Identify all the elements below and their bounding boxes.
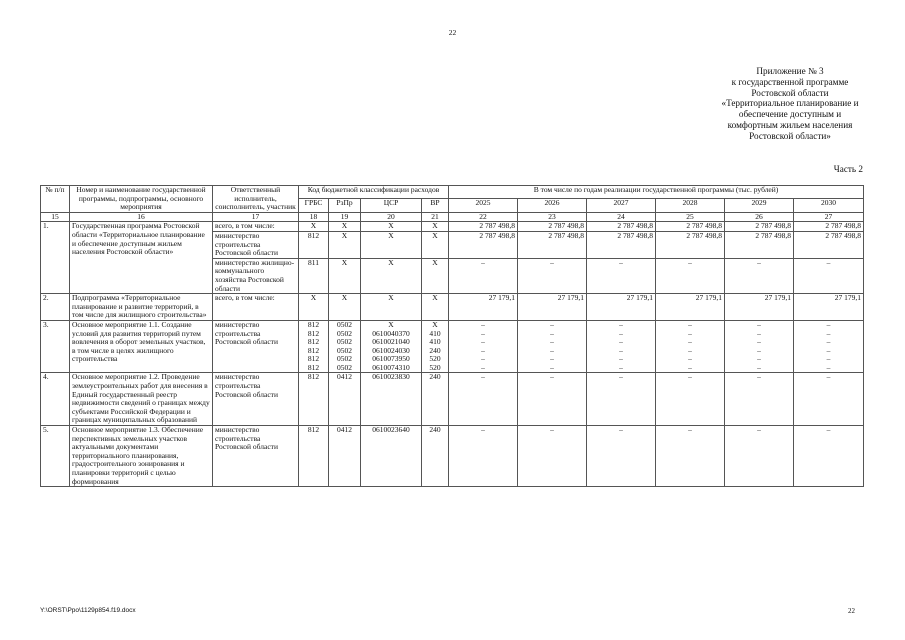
year-value: 27 179,1 bbox=[587, 294, 656, 321]
column-number: 18 bbox=[299, 212, 329, 222]
year-value: 2 787 498,8 bbox=[794, 222, 864, 232]
year-value: 2 787 498,8 bbox=[587, 231, 656, 258]
year-value: – bbox=[449, 320, 518, 329]
header-year: 2030 bbox=[794, 199, 864, 212]
code-csr: 0610040370 bbox=[361, 330, 422, 339]
code-grbs: 811 bbox=[299, 258, 329, 293]
row-executor: министерство строительства Ростовской области bbox=[213, 373, 299, 426]
footer-file-path: Y:\ORST\Ppo\1129p854.f19.docx bbox=[40, 607, 136, 614]
year-value: – bbox=[794, 320, 864, 329]
code-vr: 520 bbox=[422, 355, 449, 364]
column-number: 26 bbox=[725, 212, 794, 222]
budget-table bbox=[40, 185, 864, 487]
code-csr: X bbox=[361, 294, 422, 321]
row-executor: министерство жилищно-коммунального хозяйства Ростовской области bbox=[213, 258, 299, 293]
year-value: – bbox=[656, 320, 725, 329]
code-csr: 0610073950 bbox=[361, 355, 422, 364]
year-value: 27 179,1 bbox=[656, 294, 725, 321]
year-value: – bbox=[794, 355, 864, 364]
code-csr: X bbox=[361, 222, 422, 232]
code-vr: 240 bbox=[422, 347, 449, 356]
column-number: 21 bbox=[422, 212, 449, 222]
column-number: 27 bbox=[794, 212, 864, 222]
year-value: – bbox=[587, 355, 656, 364]
year-value: – bbox=[725, 426, 794, 487]
year-value: – bbox=[794, 347, 864, 356]
year-value: – bbox=[587, 364, 656, 373]
column-number: 17 bbox=[213, 212, 299, 222]
year-value: – bbox=[518, 330, 587, 339]
appendix-line: Приложение № 3 bbox=[756, 66, 824, 76]
year-value: – bbox=[449, 364, 518, 373]
year-value: – bbox=[449, 330, 518, 339]
code-vr: 410 bbox=[422, 338, 449, 347]
code-grbs: X bbox=[299, 222, 329, 232]
column-number: 25 bbox=[656, 212, 725, 222]
year-value: – bbox=[794, 258, 864, 293]
code-csr: 0610074310 bbox=[361, 364, 422, 373]
code-grbs: X bbox=[299, 294, 329, 321]
code-csr: 0610021040 bbox=[361, 338, 422, 347]
appendix-line: обеспечение доступным и bbox=[738, 109, 842, 120]
row-number: 1. bbox=[41, 222, 70, 294]
code-rzpr: 0502 bbox=[329, 320, 361, 329]
year-value: – bbox=[656, 355, 725, 364]
header-row bbox=[41, 186, 864, 199]
header-budget-codes: Код бюджетной классификации расходов bbox=[299, 186, 449, 199]
header-grbs: ГРБС bbox=[299, 199, 329, 212]
code-rzpr: 0412 bbox=[329, 426, 361, 487]
header-name: Номер и наименование государственной программы, подпрограммы, основного мероприятия bbox=[70, 186, 213, 213]
header-year: 2026 bbox=[518, 199, 587, 212]
year-value: – bbox=[656, 364, 725, 373]
row-executor: министерство строительства Ростовской области bbox=[213, 231, 299, 258]
column-number: 16 bbox=[70, 212, 213, 222]
year-value: – bbox=[587, 330, 656, 339]
header-csr: ЦСР bbox=[361, 199, 422, 212]
row-executor: министерство строительства Ростовской области bbox=[213, 320, 299, 373]
code-rzpr: 0412 bbox=[329, 373, 361, 426]
code-csr: 0610023640 bbox=[361, 426, 422, 487]
year-value: 2 787 498,8 bbox=[518, 222, 587, 232]
code-vr: 240 bbox=[422, 373, 449, 426]
year-value: – bbox=[449, 347, 518, 356]
row-executor: всего, в том числе: bbox=[213, 222, 299, 232]
year-value: – bbox=[587, 320, 656, 329]
row-number: 5. bbox=[41, 426, 70, 487]
appendix-line: к государственной программе bbox=[731, 76, 849, 87]
year-value: 27 179,1 bbox=[794, 294, 864, 321]
row-name: Основное мероприятие 1.2. Проведение землеустроительных работ для внесения в Единый государственный реестр недвижимости сведений о границах между субъектами Российской Федерации и границах муниципальных образований bbox=[70, 373, 213, 426]
year-value: – bbox=[794, 330, 864, 339]
year-value: – bbox=[518, 258, 587, 293]
code-csr: X bbox=[361, 320, 422, 329]
code-grbs: 812 bbox=[299, 320, 329, 329]
row-number: 3. bbox=[41, 320, 70, 373]
code-rzpr: X bbox=[329, 294, 361, 321]
row-name: Основное мероприятие 1.3. Обеспечение перспективных земельных участков актуальными документами территориального планирования, градостроительного зонирования и планировки территорий с целью формирования bbox=[70, 426, 213, 487]
year-value: – bbox=[725, 258, 794, 293]
year-value: – bbox=[587, 347, 656, 356]
column-number: 22 bbox=[449, 212, 518, 222]
table-row bbox=[41, 320, 864, 329]
code-vr: 410 bbox=[422, 330, 449, 339]
year-value: – bbox=[449, 426, 518, 487]
header-executor: Ответственный исполнитель, соисполнитель, участник bbox=[213, 186, 299, 213]
year-value: – bbox=[449, 338, 518, 347]
code-rzpr: 0502 bbox=[329, 338, 361, 347]
code-rzpr: 0502 bbox=[329, 355, 361, 364]
year-value: 2 787 498,8 bbox=[725, 231, 794, 258]
year-value: – bbox=[794, 364, 864, 373]
year-value: 2 787 498,8 bbox=[794, 231, 864, 258]
code-csr: 0610023830 bbox=[361, 373, 422, 426]
year-value: – bbox=[449, 258, 518, 293]
year-value: 27 179,1 bbox=[725, 294, 794, 321]
year-value: – bbox=[725, 373, 794, 426]
year-value: – bbox=[518, 320, 587, 329]
row-name: Государственная программа Ростовской области «Территориальное планирование и обеспечение доступным жильем населения Ростовской области» bbox=[70, 222, 213, 294]
code-csr: X bbox=[361, 258, 422, 293]
year-value: – bbox=[656, 347, 725, 356]
code-csr: X bbox=[361, 231, 422, 258]
year-value: 27 179,1 bbox=[518, 294, 587, 321]
year-value: – bbox=[656, 373, 725, 426]
appendix-line: Ростовской области» bbox=[749, 130, 831, 141]
year-value: – bbox=[725, 320, 794, 329]
appendix-line: Ростовской области bbox=[751, 87, 829, 98]
header-year: 2028 bbox=[656, 199, 725, 212]
code-vr: X bbox=[422, 231, 449, 258]
year-value: – bbox=[656, 330, 725, 339]
row-name: Основное мероприятие 1.1. Создание условий для развития территорий путем вовлечения в оборот земельных участков, в том числе в целях жилищного строительства bbox=[70, 320, 213, 373]
code-grbs: 812 bbox=[299, 330, 329, 339]
code-vr: 240 bbox=[422, 426, 449, 487]
year-value: – bbox=[518, 373, 587, 426]
code-vr: X bbox=[422, 258, 449, 293]
year-value: 2 787 498,8 bbox=[656, 222, 725, 232]
table-row bbox=[41, 426, 864, 487]
code-grbs: 812 bbox=[299, 347, 329, 356]
row-name: Подпрограмма «Территориальное планирование и развитие территорий, в том числе для жилищного строительства» bbox=[70, 294, 213, 321]
year-value: – bbox=[587, 258, 656, 293]
year-value: – bbox=[518, 364, 587, 373]
year-value: 2 787 498,8 bbox=[449, 231, 518, 258]
code-grbs: 812 bbox=[299, 426, 329, 487]
year-value: – bbox=[518, 347, 587, 356]
code-rzpr: 0502 bbox=[329, 330, 361, 339]
year-value: – bbox=[725, 338, 794, 347]
year-value: – bbox=[587, 338, 656, 347]
year-value: – bbox=[725, 330, 794, 339]
year-value: – bbox=[518, 426, 587, 487]
row-number: 2. bbox=[41, 294, 70, 321]
column-number: 24 bbox=[587, 212, 656, 222]
header-rzpr: РзПр bbox=[329, 199, 361, 212]
code-vr: X bbox=[422, 222, 449, 232]
page-number-bottom: 22 bbox=[848, 607, 855, 615]
appendix-line: комфортным жильем населения bbox=[727, 119, 853, 130]
code-rzpr: X bbox=[329, 231, 361, 258]
code-grbs: 812 bbox=[299, 231, 329, 258]
code-grbs: 812 bbox=[299, 373, 329, 426]
header-num: № п/п bbox=[41, 186, 70, 213]
code-vr: X bbox=[422, 294, 449, 321]
code-rzpr: 0502 bbox=[329, 364, 361, 373]
year-value: – bbox=[725, 347, 794, 356]
header-years: В том числе по годам реализации государственной программы (тыс. рублей) bbox=[449, 186, 864, 199]
header-year: 2027 bbox=[587, 199, 656, 212]
year-value: – bbox=[725, 355, 794, 364]
year-value: 27 179,1 bbox=[449, 294, 518, 321]
year-value: – bbox=[656, 426, 725, 487]
code-rzpr: 0502 bbox=[329, 347, 361, 356]
code-grbs: 812 bbox=[299, 355, 329, 364]
column-number: 15 bbox=[41, 212, 70, 222]
year-value: 2 787 498,8 bbox=[725, 222, 794, 232]
code-rzpr: X bbox=[329, 222, 361, 232]
page-number-top: 22 bbox=[448, 28, 457, 37]
code-rzpr: X bbox=[329, 258, 361, 293]
row-number: 4. bbox=[41, 373, 70, 426]
year-value: – bbox=[725, 364, 794, 373]
column-number: 20 bbox=[361, 212, 422, 222]
year-value: – bbox=[587, 373, 656, 426]
code-csr: 0610024030 bbox=[361, 347, 422, 356]
row-executor: министерство строительства Ростовской области bbox=[213, 426, 299, 487]
year-value: – bbox=[656, 258, 725, 293]
column-number: 23 bbox=[518, 212, 587, 222]
part-label: Часть 2 bbox=[833, 164, 863, 174]
year-value: – bbox=[587, 426, 656, 487]
year-value: 2 787 498,8 bbox=[449, 222, 518, 232]
code-grbs: 812 bbox=[299, 364, 329, 373]
appendix-line: «Территориальное планирование и bbox=[721, 98, 859, 109]
year-value: – bbox=[449, 373, 518, 426]
year-value: – bbox=[518, 355, 587, 364]
table-row bbox=[41, 373, 864, 426]
code-grbs: 812 bbox=[299, 338, 329, 347]
appendix-header bbox=[690, 66, 890, 142]
year-value: – bbox=[518, 338, 587, 347]
header-vr: ВР bbox=[422, 199, 449, 212]
year-value: – bbox=[794, 373, 864, 426]
year-value: – bbox=[794, 338, 864, 347]
row-executor: всего, в том числе: bbox=[213, 294, 299, 321]
header-year: 2029 bbox=[725, 199, 794, 212]
year-value: 2 787 498,8 bbox=[656, 231, 725, 258]
table-row bbox=[41, 294, 864, 321]
year-value: 2 787 498,8 bbox=[518, 231, 587, 258]
year-value: 2 787 498,8 bbox=[587, 222, 656, 232]
year-value: – bbox=[656, 338, 725, 347]
year-value: – bbox=[449, 355, 518, 364]
year-value: – bbox=[794, 426, 864, 487]
code-vr: X bbox=[422, 320, 449, 329]
table-row bbox=[41, 222, 864, 232]
header-year: 2025 bbox=[449, 199, 518, 212]
column-number: 19 bbox=[329, 212, 361, 222]
code-vr: 520 bbox=[422, 364, 449, 373]
